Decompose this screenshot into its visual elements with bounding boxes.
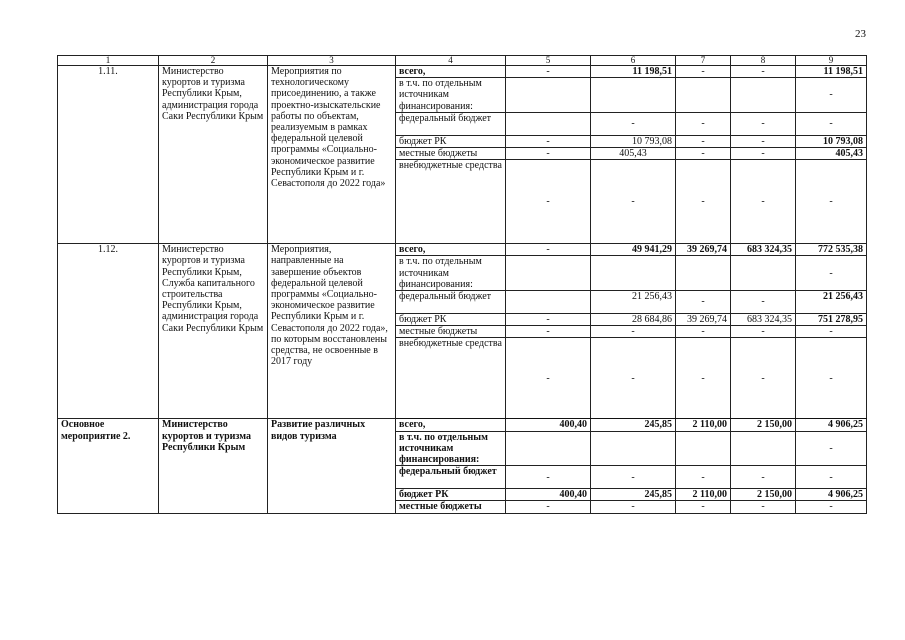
value-cell [506,78,591,113]
value-cell: 405,43 [796,148,867,160]
measure-cell: Мероприятия по технологическому присоединению, а также проектно-изыскательские работы по объектам, реализуемым в рамках федеральной целевой программы «Социально-экономическое развитие Республики Крым и г. Севастополя до 2022 года» [268,66,396,244]
measure-code: 1.12. [58,244,159,419]
value-cell: - [731,326,796,338]
column-number: 4 [396,56,506,66]
value-cell: - [506,326,591,338]
value-cell: 683 324,35 [731,244,796,256]
table-row [58,419,867,431]
value-cell [676,256,731,291]
executor-cell: Министерство курортов и туризма Республики Крым, Служба капитального строительства Республики Крым, администрация города Саки Республики Крым [159,244,268,419]
value-cell: - [731,291,796,314]
value-cell: - [676,501,731,513]
value-cell: 10 793,08 [591,135,676,147]
value-cell: - [676,66,731,78]
value-cell: 683 324,35 [731,314,796,326]
value-cell: 2 150,00 [731,489,796,501]
measure-code: 1.11. [58,66,159,244]
value-cell: 21 256,43 [591,291,676,314]
value-cell: - [676,291,731,314]
source-cell: всего, [396,66,506,78]
source-cell: местные бюджеты [396,501,506,513]
value-cell: - [506,66,591,78]
source-cell: всего, [396,244,506,256]
column-number: 7 [676,56,731,66]
value-cell: 2 110,00 [676,489,731,501]
value-cell: - [591,501,676,513]
value-cell: - [676,148,731,160]
column-number: 2 [159,56,268,66]
value-cell: 400,40 [506,489,591,501]
value-cell: - [676,466,731,489]
value-cell: 39 269,74 [676,244,731,256]
value-cell: - [731,501,796,513]
executor-cell: Министерство курортов и туризма Республики Крым, администрация города Саки Республики Крым [159,66,268,244]
source-cell: местные бюджеты [396,148,506,160]
value-cell [506,256,591,291]
value-cell: - [731,338,796,419]
value-cell [676,431,731,466]
value-cell [676,78,731,113]
value-cell: - [506,244,591,256]
page-number: 23 [855,28,866,40]
value-cell: 11 198,51 [796,66,867,78]
value-cell: - [731,135,796,147]
value-cell: 10 793,08 [796,135,867,147]
value-cell: 405,43 [591,148,676,160]
value-cell: 21 256,43 [796,291,867,314]
value-cell: - [796,466,867,489]
value-cell [506,291,591,314]
source-cell: федеральный бюджет [396,112,506,135]
value-cell [591,431,676,466]
table-row [58,244,867,256]
executor-cell: Министерство курортов и туризма Республики Крым [159,419,268,513]
measure-cell: Мероприятия, направленные на завершение объектов федеральной целевой программы «Социально-экономическое развитие Республики Крым и г. Севастополя до 2022 года», по которым восстановлены средства, не освоенные в 2017 году [268,244,396,419]
value-cell: - [591,466,676,489]
value-cell: 4 906,25 [796,419,867,431]
value-cell [506,431,591,466]
value-cell: - [796,112,867,135]
value-cell [591,78,676,113]
column-number: 8 [731,56,796,66]
value-cell: - [796,256,867,291]
value-cell: - [506,160,591,244]
value-cell: 4 906,25 [796,489,867,501]
value-cell: - [506,314,591,326]
value-cell: - [796,431,867,466]
value-cell: - [731,66,796,78]
value-cell: - [591,160,676,244]
value-cell: - [591,338,676,419]
value-cell: - [676,326,731,338]
value-cell: - [676,338,731,419]
measure-code: Основное мероприятие 2. [58,419,159,513]
value-cell: 2 110,00 [676,419,731,431]
value-cell: - [676,160,731,244]
value-cell: 11 198,51 [591,66,676,78]
value-cell: 2 150,00 [731,419,796,431]
source-cell: бюджет РК [396,489,506,501]
source-cell: федеральный бюджет [396,291,506,314]
column-number: 3 [268,56,396,66]
value-cell: 772 535,38 [796,244,867,256]
column-number: 6 [591,56,676,66]
value-cell: - [591,112,676,135]
column-number: 5 [506,56,591,66]
source-cell: в т.ч. по отдельным источникам финансирования: [396,78,506,113]
budget-table [57,55,867,514]
source-cell: бюджет РК [396,314,506,326]
value-cell: 28 684,86 [591,314,676,326]
source-cell: всего, [396,419,506,431]
value-cell: - [506,148,591,160]
value-cell: 39 269,74 [676,314,731,326]
source-cell: внебюджетные средства [396,338,506,419]
value-cell [731,431,796,466]
value-cell: - [796,326,867,338]
column-number-row [58,56,867,66]
value-cell: - [731,148,796,160]
value-cell: - [796,338,867,419]
value-cell: - [796,501,867,513]
source-cell: внебюджетные средства [396,160,506,244]
value-cell: - [731,160,796,244]
source-cell: в т.ч. по отдельным источникам финансирования: [396,256,506,291]
value-cell: - [591,326,676,338]
value-cell: - [796,78,867,113]
column-number: 1 [58,56,159,66]
measure-cell: Развитие различных видов туризма [268,419,396,513]
value-cell [731,78,796,113]
value-cell: - [506,338,591,419]
value-cell: 245,85 [591,419,676,431]
table-row [58,66,867,78]
value-cell: - [731,466,796,489]
value-cell [506,112,591,135]
value-cell: - [676,135,731,147]
value-cell [731,256,796,291]
column-number: 9 [796,56,867,66]
value-cell [591,256,676,291]
source-cell: федеральный бюджет [396,466,506,489]
value-cell: - [796,160,867,244]
value-cell: - [506,135,591,147]
value-cell: - [731,112,796,135]
value-cell: 245,85 [591,489,676,501]
value-cell: - [506,501,591,513]
source-cell: местные бюджеты [396,326,506,338]
source-cell: бюджет РК [396,135,506,147]
value-cell: - [506,466,591,489]
source-cell: в т.ч. по отдельным источникам финансирования: [396,431,506,466]
value-cell: - [676,112,731,135]
value-cell: 400,40 [506,419,591,431]
value-cell: 49 941,29 [591,244,676,256]
value-cell: 751 278,95 [796,314,867,326]
